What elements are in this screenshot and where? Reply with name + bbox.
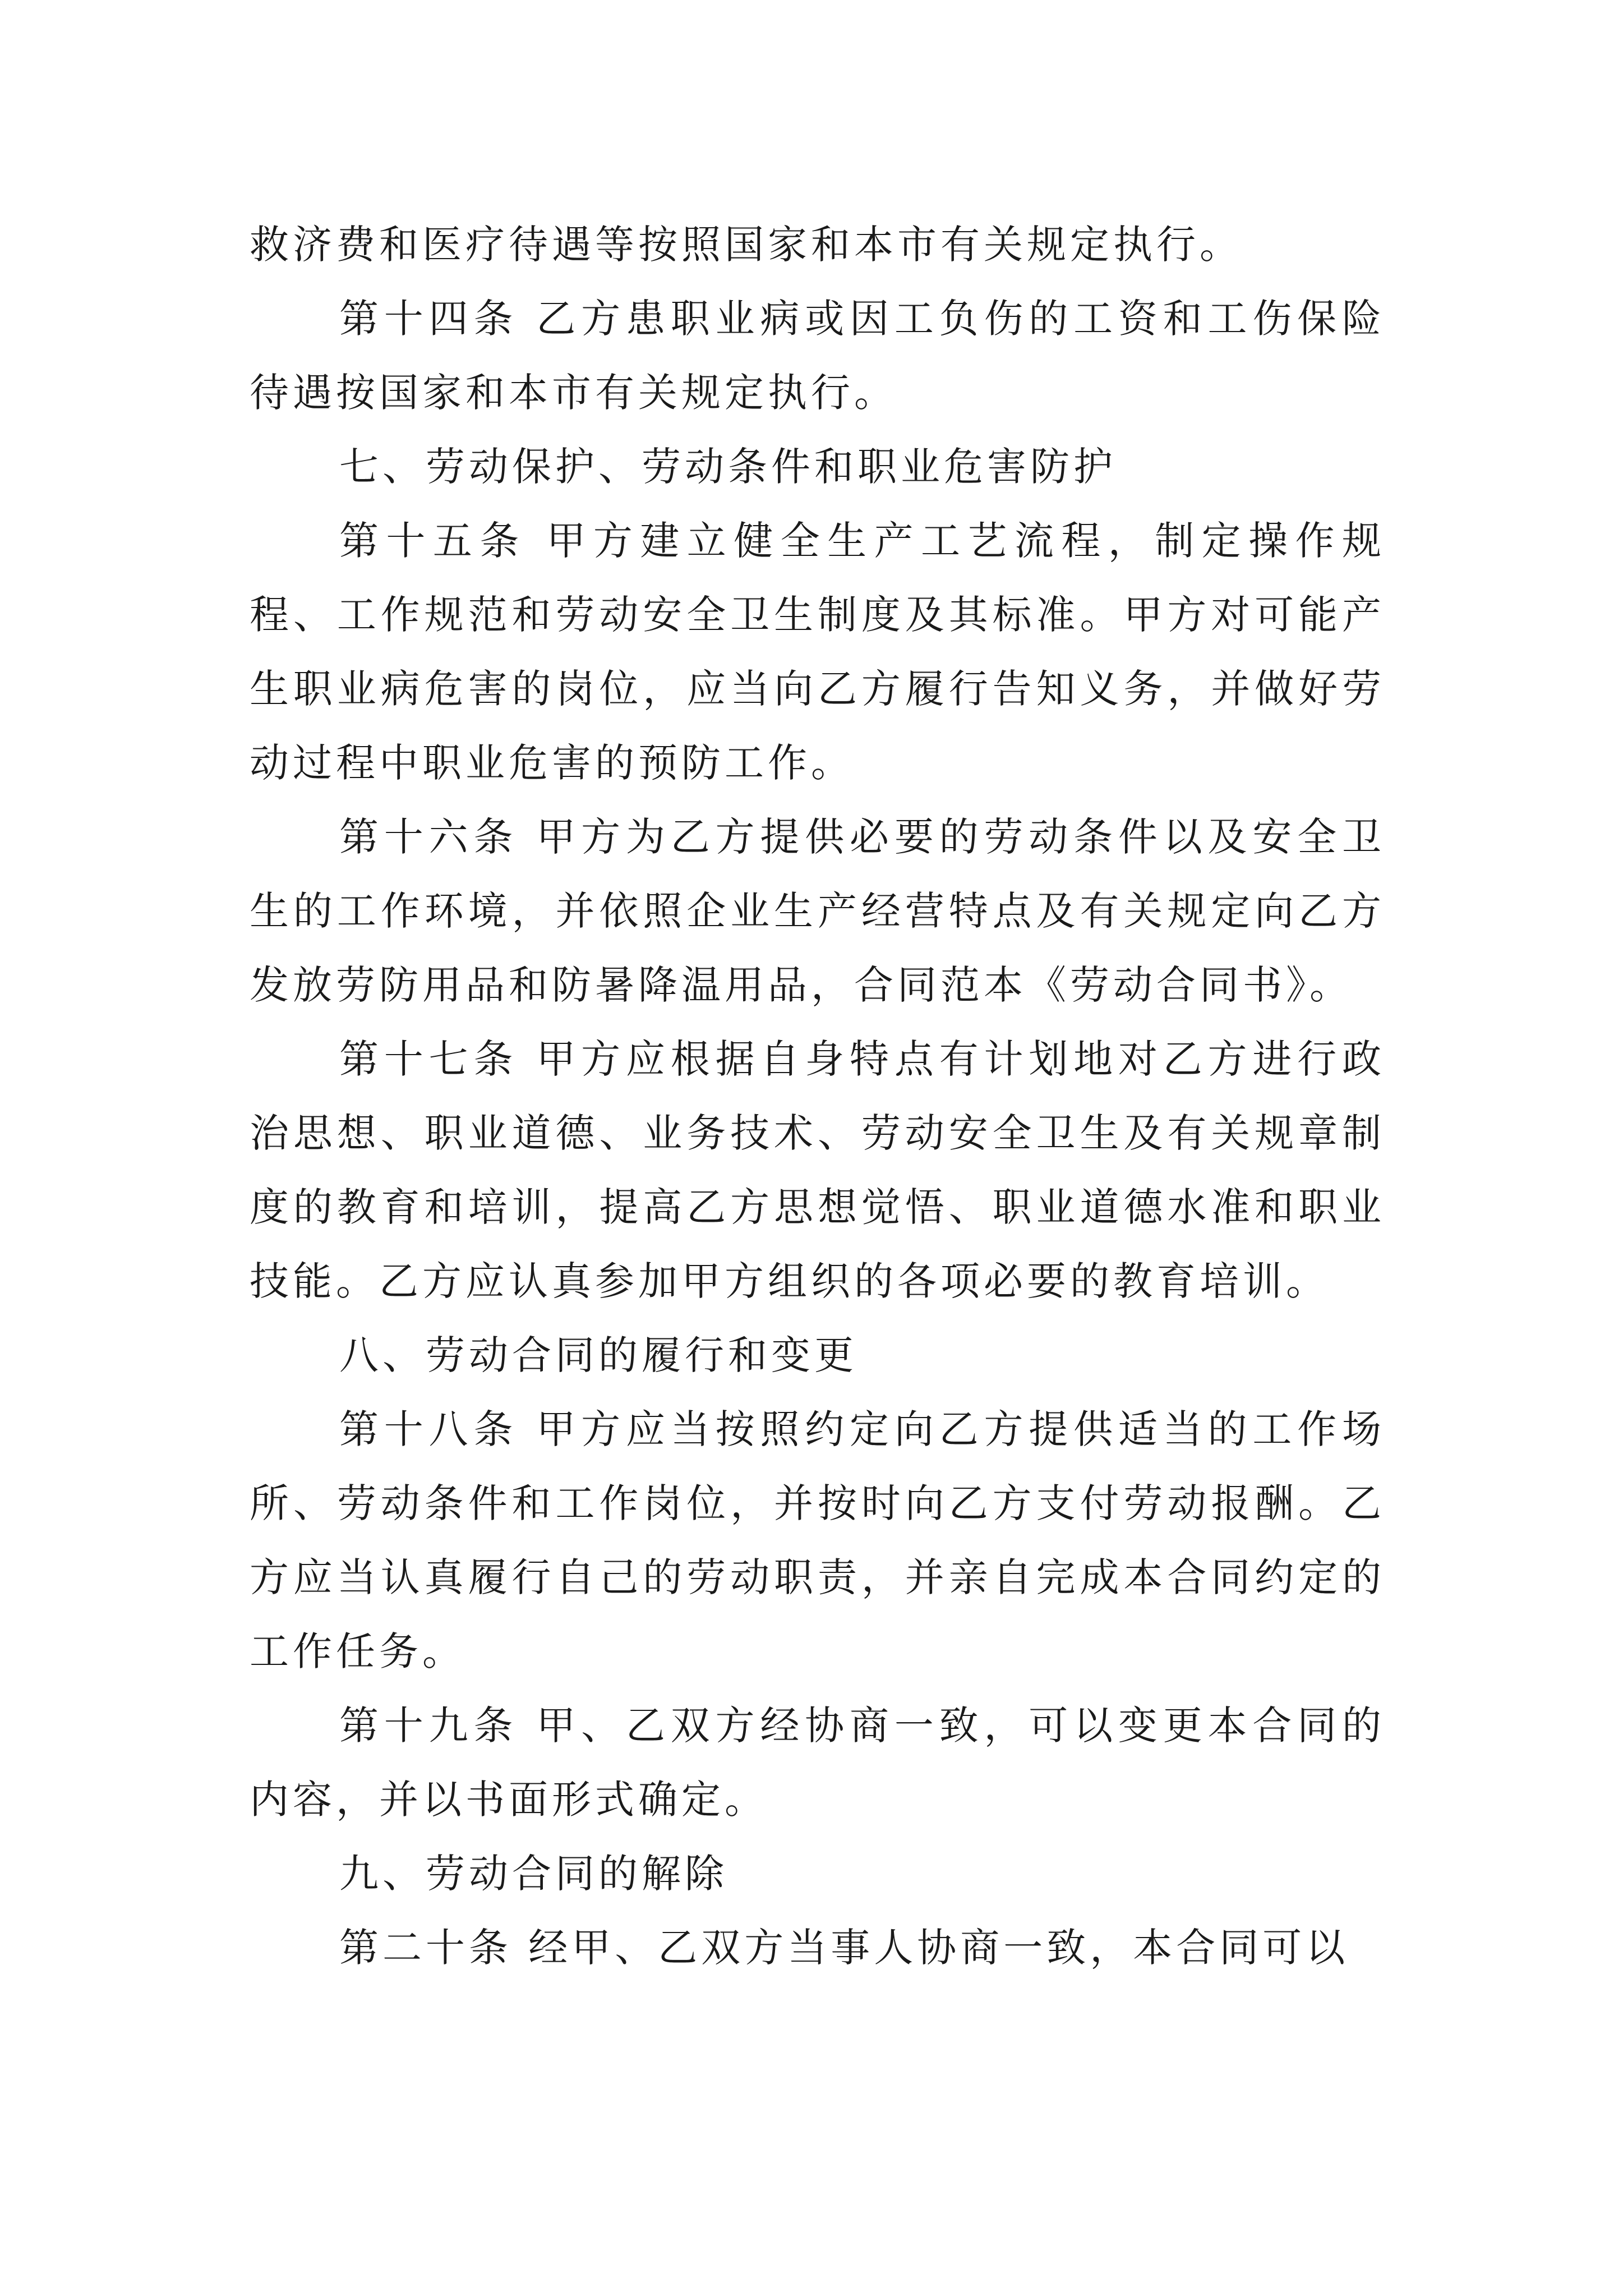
section-heading-9: 九、劳动合同的解除 [339,1851,728,1897]
article-19: 第十九条 甲、乙双方经协商一致，可以变更本合同的内容，并以书面形式确定。 [250,1703,1385,1823]
document-body [250,208,1385,1985]
article-20: 第二十条 经甲、乙双方当事人协商一致，本合同可以 [339,1925,1349,1971]
article-18: 第十八条 甲方应当按照约定向乙方提供适当的工作场所、劳动条件和工作岗位，并按时向乙方支付劳动报酬。乙方应当认真履行自己的劳动职责，并亲自完成本合同约定的工作任务。 [250,1406,1385,1674]
paragraph-continuation: 救济费和医疗待遇等按照国家和本市有关规定执行。 [250,222,1243,268]
article-15: 第十五条 甲方建立健全生产工艺流程，制定操作规程、工作规范和劳动安全卫生制度及其标准。甲方对可能产生职业病危害的岗位，应当向乙方履行告知义务，并做好劳动过程中职业危害的预防工作。 [250,518,1385,786]
section-heading-7: 七、劳动保护、劳动条件和职业危害防护 [339,444,1117,490]
article-14: 第十四条 乙方患职业病或因工负伤的工资和工伤保险待遇按国家和本市有关规定执行。 [250,296,1385,416]
article-16: 第十六条 甲方为乙方提供必要的劳动条件以及安全卫生的工作环境，并依照企业生产经营特点及有关规定向乙方发放劳防用品和防暑降温用品，合同范本《劳动合同书》。 [250,814,1385,1008]
section-heading-8: 八、劳动合同的履行和变更 [339,1332,857,1378]
article-17: 第十七条 甲方应根据自身特点有计划地对乙方进行政治思想、职业道德、业务技术、劳动安全卫生及有关规章制度的教育和培训，提高乙方思想觉悟、职业道德水准和职业技能。乙方应认真参加甲方组织的各项必要的教育培训。 [250,1036,1385,1304]
